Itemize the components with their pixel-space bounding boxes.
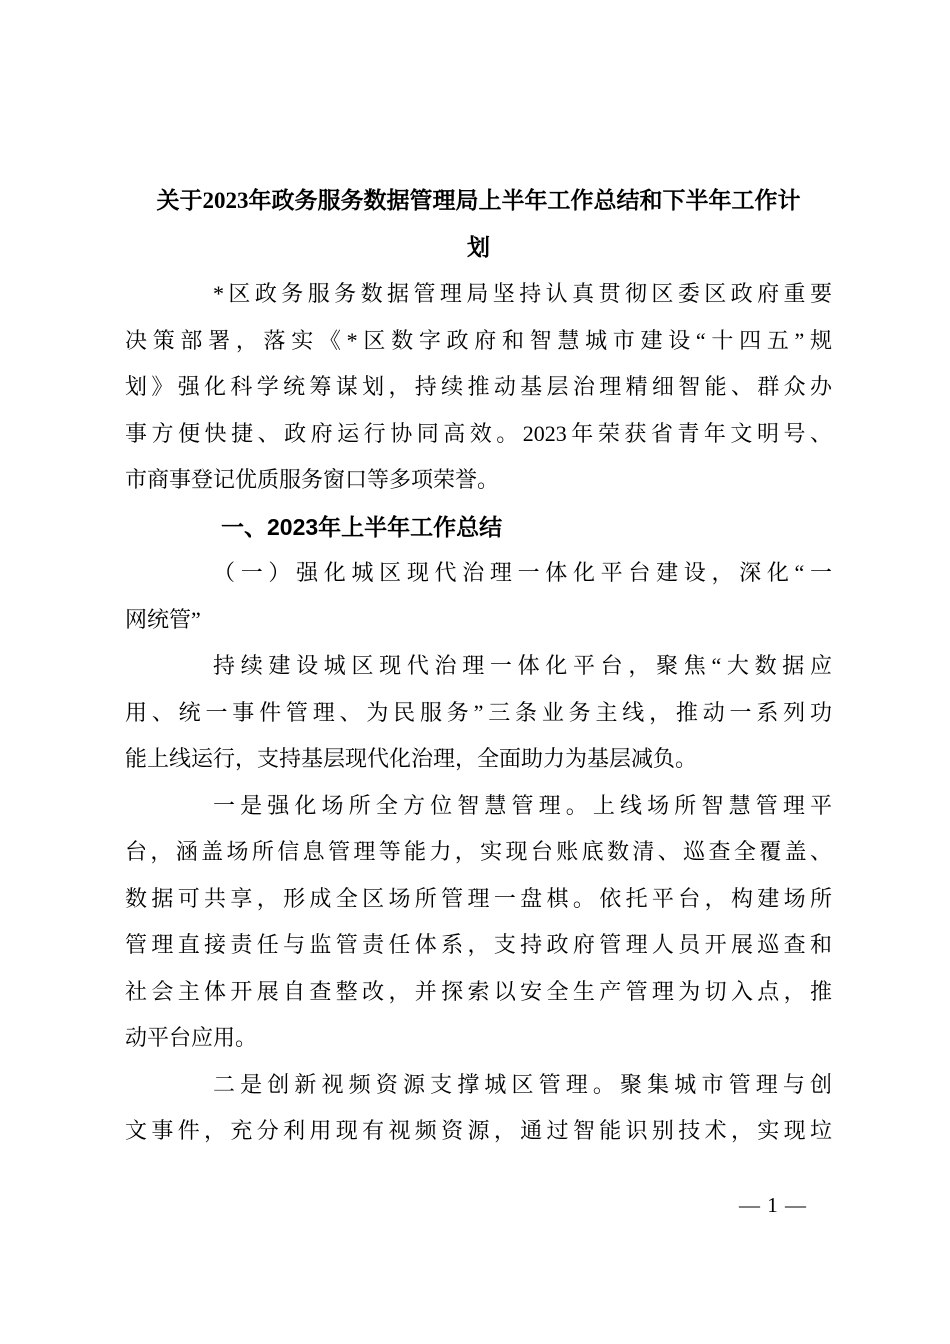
intro-paragraph-line-3: 划》强化科学统筹谋划，持续推动基层治理精细智能、群众办 — [125, 374, 832, 399]
intro-paragraph-line-2: 决策部署，落实《*区数字政府和智慧城市建设“十四五”规 — [125, 327, 832, 353]
point-one-paragraph-line-4: 管理直接责任与监管责任体系，支持政府管理人员开展巡查和 — [125, 932, 832, 957]
subsection-heading-1-line-1: （一）强化城区现代治理一体化平台建设，深化“一 — [213, 560, 832, 585]
document-title-line-2: 划 — [467, 235, 490, 260]
point-two-paragraph-line-2: 文事件，充分利用现有视频资源，通过智能识别技术，实现垃 — [125, 1118, 832, 1143]
intro-paragraph-line-4: 事方便快捷、政府运行协同高效。2023年荣获省青年文明号、 — [125, 420, 832, 446]
section-heading-1-line-1: 一、2023年上半年工作总结 — [221, 513, 503, 540]
point-two-paragraph-line-1: 二是创新视频资源支撑城区管理。聚集城市管理与创 — [213, 1071, 832, 1097]
page-number: — 1 — — [739, 1193, 807, 1217]
subsection-heading-1-line-2: 网统管” — [125, 606, 201, 632]
point-one-paragraph-line-6: 动平台应用。 — [125, 1025, 258, 1050]
platform-paragraph-line-1: 持续建设城区现代治理一体化平台，聚焦“大数据应 — [213, 653, 832, 678]
point-one-paragraph-line-2: 台，涵盖场所信息管理等能力，实现台账底数清、巡查全覆盖、 — [125, 839, 832, 864]
intro-paragraph-line-1: *区政务服务数据管理局坚持认真贯彻区委区政府重要 — [213, 281, 832, 306]
document-body — [125, 271, 832, 1155]
point-one-paragraph-line-5: 社会主体开展自查整改，并探索以安全生产管理为切入点，推 — [125, 978, 832, 1004]
intro-paragraph-line-5: 市商事登记优质服务窗口等多项荣誉。 — [125, 467, 500, 492]
document-content — [125, 177, 832, 1155]
platform-paragraph-line-3: 能上线运行，支持基层现代化治理，全面助力为基层减负。 — [125, 746, 698, 771]
platform-paragraph-line-2: 用、统一事件管理、为民服务”三条业务主线，推动一系列功 — [125, 699, 832, 725]
document-title-line-1: 关于2023年政务服务数据管理局上半年工作总结和下半年工作计 — [156, 188, 801, 213]
point-one-paragraph-line-3: 数据可共享，形成全区场所管理一盘棋。依托平台，构建场所 — [125, 885, 832, 911]
point-one-paragraph-line-1: 一是强化场所全方位智慧管理。上线场所智慧管理平 — [213, 792, 832, 818]
